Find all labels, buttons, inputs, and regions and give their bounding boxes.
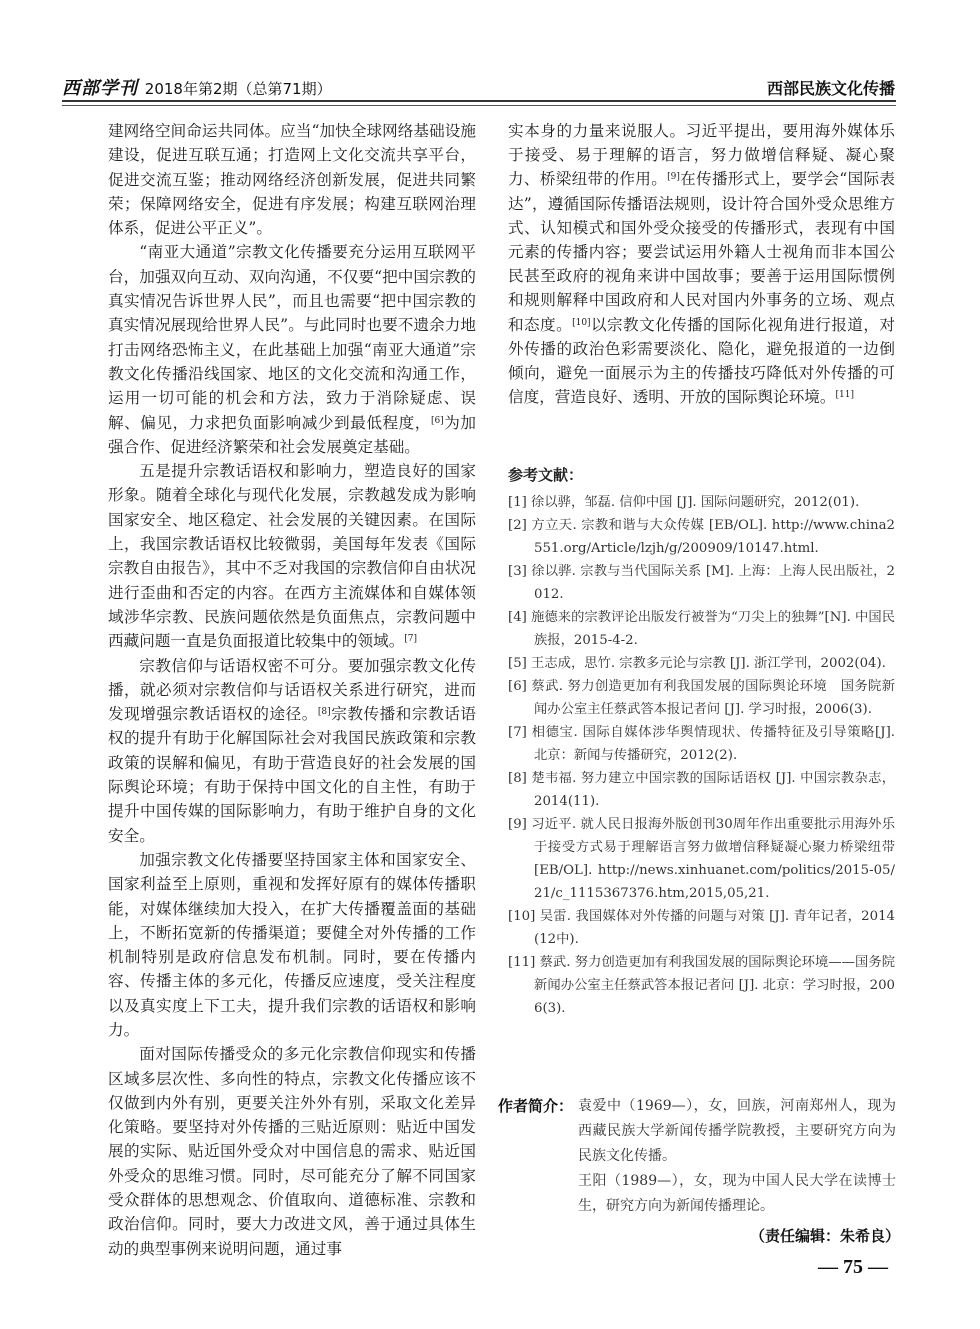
reference-item: [4] 施德来的宗教评论出版发行被誉为“刀尖上的独舞”[N]. 中国民族报，2015-4-2. [508, 610, 895, 648]
reference-item: [3] 徐以骅. 宗教与当代国际关系 [M]. 上海：上海人民出版社，2012. [508, 564, 895, 602]
page-number: — 75 — [818, 1256, 888, 1278]
reference-item: [11] 蔡武. 努力创造更加有利我国发展的国际舆论环境——国务院新闻办公室主任蔡武答本报记者问 [J]. 北京：学习时报，2006(3). [508, 955, 895, 1016]
paragraph: 加强宗教文化传播要坚持国家主体和国家安全、国家利益至上原则，重视和发挥好原有的媒体传播职能，对媒体继续加大投入，在扩大传播覆盖面的基础上，不断拓宽新的传播渠道；要健全对外传播的工作机制特别是政府信息发布机制。同时，要在传播内容、传播主体的多元化，传播反应速度，受关注程度以及真实度上下工夫，提升我们宗教的话语权和影响力。 [108, 850, 476, 1039]
author-bio: 王阳（1989—），女，现为中国人民大学在读博士生，研究方向为新闻传播理论。 [578, 1173, 896, 1214]
paragraph: 宗教信仰与话语权密不可分。要加强宗教文化传播，就必须对宗教信仰与话语权关系进行研究，进而发现增强宗教话语权的途径。[8]宗教传播和宗教话语权的提升有助于化解国际社会对我国民族政策和宗教政策的误解和偏见，有助于营造良好的社会发展的国际舆论环境；有助于保持中国文化的自主性，有助于提升中国传媒的国际影响力，有助于维护自身的文化安全。 [108, 656, 476, 845]
citation: [10] [572, 317, 591, 328]
reference-item: [6] 蔡武. 努力创造更加有利我国发展的国际舆论环境 国务院新闻办公室主任蔡武答本报记者问 [J]. 学习时报，2006(3). [508, 679, 895, 717]
paragraph: “南亚大通道”宗教文化传播要充分运用互联网平台，加强双向互动、双向沟通，不仅要“把中国宗教的真实情况告诉世界人民”，而且也需要“把中国宗教的真实情况展现给世界人民”。与此同时也要不遗余力地打击网络恐怖主义，在此基础上加强“南亚大通道”宗教文化传播沿线国家、地区的文化交流和沟通工作，运用一切可能的机会和方法，致力于消除疑虑、误解、偏见，力求把负面影响减少到最低程度，[6]为加强合作、促进经济繁荣和社会发展奠定基础。 [108, 243, 476, 456]
reference-item: [1] 徐以骅，邹磊. 信仰中国 [J]. 国际问题研究，2012(01). [508, 495, 860, 510]
running-header-left [62, 74, 332, 100]
header-rule [62, 100, 896, 106]
responsible-editor: （责任编辑：朱希良） [749, 1227, 900, 1245]
reference-item: [2] 方立天. 宗教和谐与大众传媒 [EB/OL]. http://www.china2551.org/Article/lzjh/g/200909/10147.html. [508, 518, 895, 556]
reference-item: [7] 相德宝. 国际自媒体涉华舆情现状、传播特征及引导策略[J]. 北京：新闻与传播研究，2012(2). [508, 725, 895, 763]
left-column [108, 119, 476, 1261]
author-bio: 袁爱中（1969—），女，回族，河南郑州人，现为西藏民族大学新闻传播学院教授，主要研究方向为民族文化传播。 [578, 1098, 896, 1164]
right-column [508, 119, 895, 409]
references-title: 参考文献： [508, 466, 584, 484]
citation: [7] [404, 634, 418, 645]
reference-item: [9] 习近平. 就人民日报海外版创刊30周年作出重要批示用海外乐于接受方式易于理解语言努力做增信释疑凝心聚力桥梁纽带 [EB/OL]. http://news.xinhuanet.com/politics/2015-05/21/c_1115367376.htm,2015,05,21. [508, 817, 895, 901]
paragraph: 五是提升宗教话语权和影响力，塑造良好的国家形象。随着全球化与现代化发展，宗教越发成为影响国家安全、地区稳定、社会发展的关键因素。在国际上，我国宗教话语权比较微弱，美国每年发表《国际宗教自由报告》，其中不乏对我国的宗教信仰自由状况进行歪曲和否定的内容。在西方主流媒体和自媒体领域涉华宗教、民族问题依然是负面焦点，宗教问题中西藏问题一直是负面报道比较集中的领域。[7] [108, 462, 476, 651]
citation: [11] [835, 390, 854, 401]
issue-info: 2018年第2期（总第71期） [144, 80, 332, 98]
journal-logo: 西部学刊 [62, 78, 138, 99]
citation: [6] [430, 415, 444, 426]
reference-item: [8] 楚韦福. 努力建立中国宗教的国际话语权 [J]. 中国宗教杂志，2014(11). [508, 771, 895, 809]
paragraph: 实本身的力量来说服人。习近平提出，要用海外媒体乐于接受、易于理解的语言，努力做增信释疑、凝心聚力、桥梁纽带的作用。[9]在传播形式上，要学会“国际表达”，遵循国际传播语法规则，设计符合国外受众思维方式、认知模式和国外受众接受的传播形式，表现有中国元素的传播内容；要尝试运用外籍人士视角而非本国公民甚至政府的视角来讲中国故事；要善于运用国际惯例和规则解释中国政府和人民对国内外事务的立场、观点和态度。[10]以宗教文化传播的国际化视角进行报道，对外传播的政治色彩需要淡化、隐化，避免报道的一边倒倾向，避免一面展示为主的传播技巧降低对外传播的可信度，营造良好、透明、开放的国际舆论环境。[11] [508, 122, 895, 407]
section-title: 西部民族文化传播 [766, 79, 895, 98]
citation: [9] [667, 172, 680, 183]
paragraph: 面对国际传播受众的多元化宗教信仰现实和传播区域多层次性、多向性的特点，宗教文化传播应该不仅做到内外有别，更要关注外外有别，采取文化差异化策略。要坚持对外传播的三贴近原则：贴近中国发展的实际、贴近国外受众对中国信息的需求、贴近国外受众的思维习惯。同时，尽可能充分了解不同国家受众群体的思想观念、价值取向、道德标准、宗教和政治信仰。同时，要大力改进文风，善于通过具体生动的典型事例来说明问题，通过事 [108, 1045, 476, 1258]
reference-item: [10] 吴雷. 我国媒体对外传播的问题与对策 [J]. 青年记者，2014(12中). [508, 909, 895, 947]
author-info [498, 1094, 898, 1219]
author-label: 作者简介： [498, 1097, 574, 1115]
citation: [8] [317, 707, 331, 718]
reference-item: [5] 王志成，思竹. 宗教多元论与宗教 [J]. 浙江学刊，2002(04). [508, 656, 886, 671]
paragraph: 建网络空间命运共同体。应当“加快全球网络基础设施建设，促进互联互通；打造网上文化交流共享平台，促进交流互鉴；推动网络经济创新发展，促进共同繁荣；保障网络安全，促进有序发展；构建互联网治理体系，促进公平正义”。 [108, 122, 476, 238]
references-list [508, 491, 895, 1020]
